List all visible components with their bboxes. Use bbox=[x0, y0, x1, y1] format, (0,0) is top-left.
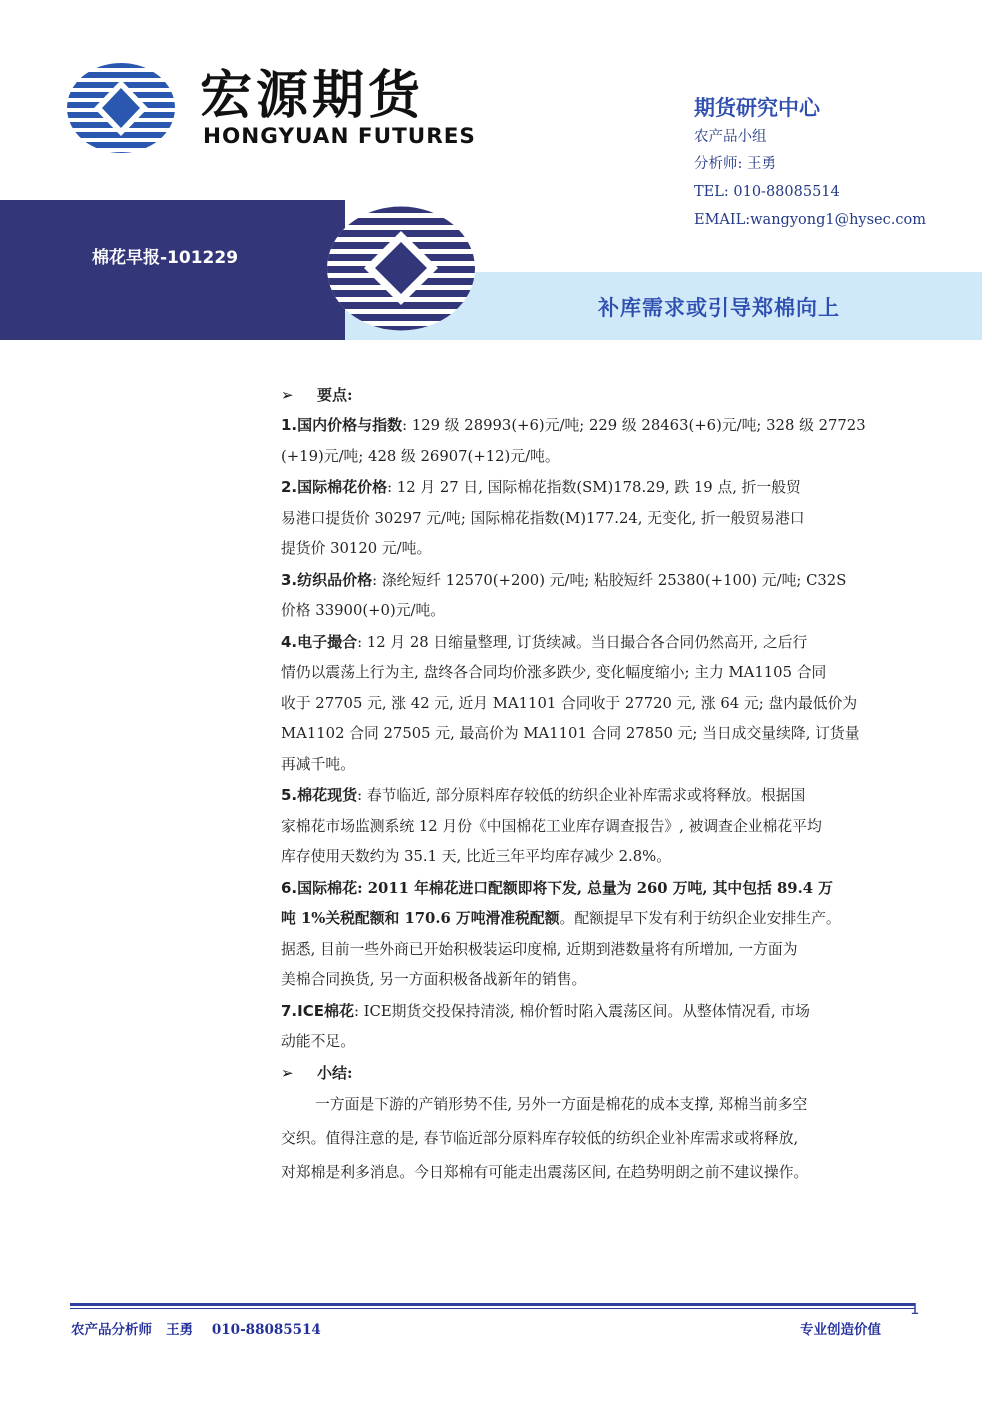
paragraph-line: (+19)元/吨; 428 级 26907(+12)元/吨。 bbox=[281, 447, 560, 465]
paragraph-line: 价格 33900(+0)元/吨。 bbox=[281, 602, 446, 619]
footer-analyst-info: 农产品分析师 王勇 010-88085514 bbox=[71, 1322, 321, 1338]
paragraph-line: 收于 27705 元, 涨 42 元, 近月 MA1101 合同收于 27720 元, 涨 64 元; 盘内最低价为 bbox=[281, 694, 858, 712]
section-title: 5.棉花现货 bbox=[281, 786, 358, 804]
tel-number: TEL: 010-88085514 bbox=[694, 184, 840, 200]
group-name: 农产品小组 bbox=[694, 129, 767, 145]
report-label: 棉花早报-101229 bbox=[92, 248, 239, 268]
paragraph-line: 情仍以震荡上行为主, 盘终各合同均价涨多跌少, 变化幅度缩小; 主力 MA1105 合同 bbox=[281, 664, 827, 681]
section-title: 7.ICE棉花 bbox=[281, 1001, 354, 1020]
key-points-heading: ➢ 要点: bbox=[281, 380, 911, 410]
summary-line: 交织。值得注意的是, 春节临近部分原料库存较低的纺织企业补库需求或将释放, bbox=[281, 1129, 799, 1147]
company-logo-icon bbox=[66, 62, 176, 154]
paragraph-line: 据悉, 目前一些外商已开始积极装运印度棉, 近期到港数量将有所增加, 一方面为 bbox=[281, 940, 798, 958]
research-center-title: 期货研究中心 bbox=[694, 96, 820, 120]
section-spot-cotton: 5.棉花现货: 春节临近, 部分原料库存较低的纺织企业补库需求或将释放。根据国 bbox=[281, 786, 806, 804]
report-headline: 补库需求或引导郑棉向上 bbox=[598, 295, 840, 320]
arrow-bullet-icon: ➢ bbox=[281, 1063, 294, 1082]
banner-dark-block bbox=[0, 200, 345, 340]
report-body bbox=[281, 380, 911, 1190]
section-title: 3.纺织品价格 bbox=[281, 570, 373, 589]
paragraph-line: 家棉花市场监测系统 12 月份《中国棉花工业库存调查报告》, 被调查企业棉花平均 bbox=[281, 817, 822, 835]
paragraph-line: 吨 1%关税配额和 170.6 万吨滑准税配额。配额提早下发有利于纺织企业安排生产。 bbox=[281, 910, 841, 927]
paragraph-line: 美棉合同换货, 另一方面积极备战新年的销售。 bbox=[281, 971, 587, 988]
footer-slogan: 专业创造价值 bbox=[800, 1322, 881, 1338]
email-address: EMAIL:wangyong1@hysec.com bbox=[694, 212, 926, 228]
section-ice-cotton: 7.ICE棉花: ICE期货交投保持清淡, 棉价暂时陷入震荡区间。从整体情况看, 市场 bbox=[281, 1001, 810, 1020]
banner-logo-icon bbox=[326, 206, 476, 331]
paragraph-line: 动能不足。 bbox=[281, 1033, 355, 1050]
paragraph-line: MA1102 合同 27505 元, 最高价为 MA1101 合同 27850 元; 当日成交量续降, 订货量 bbox=[281, 725, 860, 742]
brand-name-chinese: 宏源期货 bbox=[200, 66, 425, 126]
summary-line: 一方面是下游的产销形势不佳, 另外一方面是棉花的成本支撑, 郑棉当前多空 bbox=[315, 1095, 808, 1113]
paragraph-line: 提货价 30120 元/吨。 bbox=[281, 540, 432, 557]
section-textile-price: 3.纺织品价格: 涤纶短纤 12570(+200) 元/吨; 粘胶短纤 25380(+100) 元/吨; C32S bbox=[281, 570, 847, 589]
section-title: 1.国内价格与指数 bbox=[281, 416, 403, 434]
section-intl-cotton: 6.国际棉花: 2011 年棉花进口配额即将下发, 总量为 260 万吨, 其中包括 89.4 万 bbox=[281, 878, 833, 897]
section-title: 2.国际棉花价格 bbox=[281, 478, 388, 496]
section-title: 4.电子撮合 bbox=[281, 632, 358, 651]
paragraph-line: 易港口提货价 30297 元/吨; 国际棉花指数(M)177.24, 无变化, 折一般贸易港口 bbox=[281, 509, 805, 527]
paragraph-line: 库存使用天数约为 35.1 天, 比近三年平均库存减少 2.8%。 bbox=[281, 848, 671, 865]
section-intl-price: 2.国际棉花价格: 12 月 27 日, 国际棉花指数(SM)178.29, 跌 19 点, 折一般贸 bbox=[281, 478, 801, 496]
arrow-bullet-icon: ➢ bbox=[281, 386, 294, 404]
section-e-matching: 4.电子撮合: 12 月 28 日缩量整理, 订货续减。当日撮合各合同仍然高开, 之后行 bbox=[281, 632, 808, 651]
footer-divider bbox=[70, 1303, 915, 1306]
footer-divider-thin bbox=[70, 1308, 915, 1309]
summary-heading: ➢ 小结: bbox=[281, 1058, 911, 1088]
brand-name-english: HONGYUAN FUTURES bbox=[203, 124, 476, 149]
paragraph-line: 再减千吨。 bbox=[281, 755, 355, 773]
summary-line: 对郑棉是利多消息。今日郑棉有可能走出震荡区间, 在趋势明朗之前不建议操作。 bbox=[281, 1163, 809, 1181]
analyst-name: 分析师: 王勇 bbox=[694, 156, 776, 172]
page-number: 1 bbox=[910, 1300, 920, 1318]
section-domestic-price: 1.国内价格与指数: 129 级 28993(+6)元/吨; 229 级 28463(+6)元/吨; 328 级 27723 bbox=[281, 416, 866, 434]
section-title: 6.国际棉花 bbox=[281, 878, 358, 897]
